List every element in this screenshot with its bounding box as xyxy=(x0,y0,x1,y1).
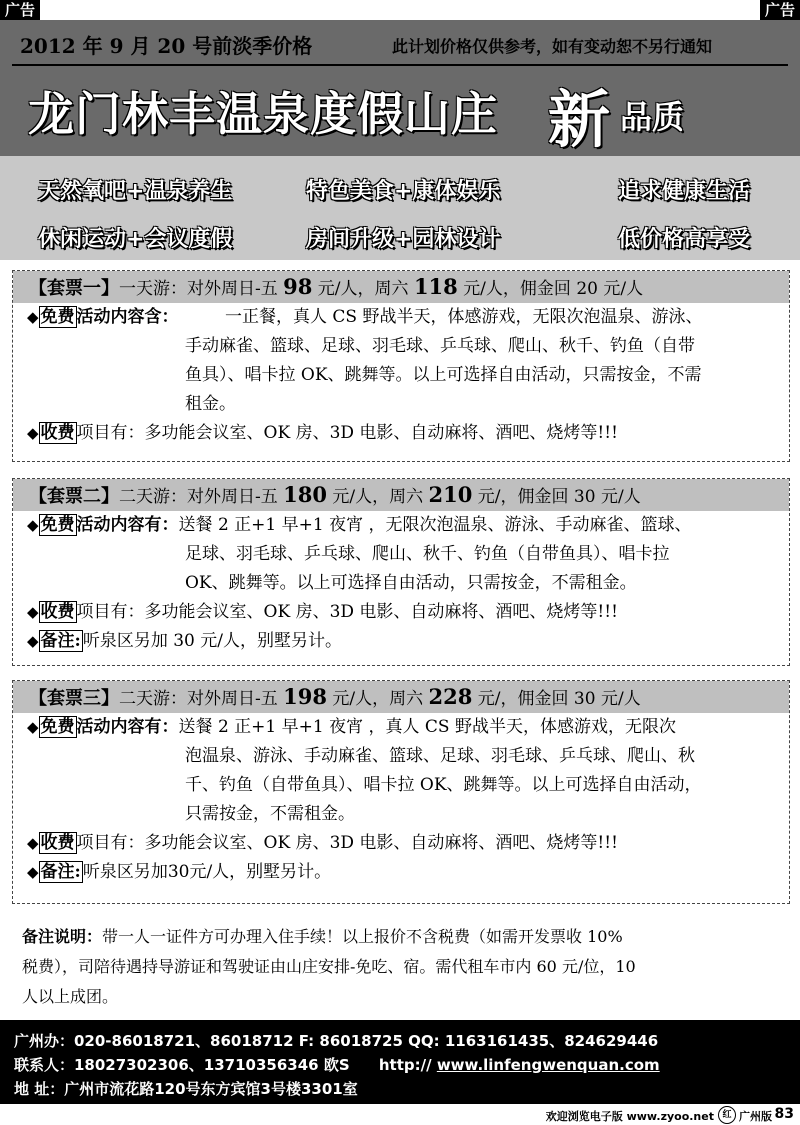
office-contact: 广州办：020-86018721、86018712 F: 86018725 QQ: 1163161435、824629446 xyxy=(14,1032,659,1050)
note-label: 备注: xyxy=(40,862,81,882)
date-title: 2012 年 9 月 20 号前淡季价格 xyxy=(20,34,313,58)
feature-item: 追求健康生活 xyxy=(618,179,751,204)
feature-item: 特色美食+康体娱乐 xyxy=(306,179,501,204)
free-label: 免费 xyxy=(40,515,75,535)
website-link[interactable]: www.linfengwenquan.com xyxy=(436,1056,660,1074)
remarks: 备注说明：带一人一证件方可办理入住手续！以上报价不含税费（如需开发票收 10% 税费），司陪待遇持导游证和驾驶证由山庄安排-免吃、宿。需代租车市内 60 元/位，10 人以上成团。 xyxy=(22,927,636,1006)
paid-label: 收费 xyxy=(40,833,75,853)
quality-label: 品质 xyxy=(620,98,685,136)
page-number: 83 xyxy=(774,1106,794,1122)
saturday-price: 118 xyxy=(413,274,458,299)
contact-person: 联系人：18027302306、13710356346 欧S http:// www.linfengwenquan.com xyxy=(14,1056,660,1074)
package-header: 【套票三】二天游：对外周日-五 198 元/人，周六 228 元/，佣金回 30 元/人 xyxy=(13,681,789,713)
paid-items: ◆ 收费 项目有：多功能会议室、OK 房、3D 电影、自动麻将、酒吧、烧烤等!!! xyxy=(27,602,618,622)
divider xyxy=(12,64,788,66)
free-items-line: 千、钓鱼（自带鱼具）、唱卡拉 OK、跳舞等。以上可选择自由活动， xyxy=(185,775,702,795)
free-items: ◆ 免费 活动内容有：送餐 2 正+1 早+1 夜宵 ，真人 CS 野战半天，体感游戏，无限次 xyxy=(27,717,676,737)
feature-item: 休闲运动+会议度假 xyxy=(38,227,233,252)
diamond-icon: ◆ xyxy=(27,863,39,881)
ad-label-right: 广告 xyxy=(760,0,800,20)
new-label: 新 xyxy=(548,83,611,156)
free-label: 免费 xyxy=(40,717,75,737)
diamond-icon: ◆ xyxy=(27,834,39,852)
free-items-line: 租金。 xyxy=(185,394,236,414)
diamond-icon: ◆ xyxy=(27,603,39,621)
package-one xyxy=(12,270,790,462)
weekday-price: 180 xyxy=(283,482,327,507)
note-items: ◆ 备注: 听泉区另加30元/人，别墅另计。 xyxy=(27,862,332,882)
paid-label: 收费 xyxy=(40,423,75,443)
saturday-price: 228 xyxy=(428,684,473,709)
date-line xyxy=(0,22,800,62)
feature-item: 低价格高享受 xyxy=(618,227,751,252)
paid-items: ◆ 收费 项目有：多功能会议室、OK 房、3D 电影、自动麻将、酒吧、烧烤等!!! xyxy=(27,833,618,853)
feature-band xyxy=(0,156,800,260)
weekday-price: 198 xyxy=(283,684,327,709)
free-items-line: OK、跳舞等。以上可选择自由活动，只需按金，不需租金。 xyxy=(185,573,637,593)
diamond-icon: ◆ xyxy=(27,632,39,650)
saturday-price: 210 xyxy=(428,482,473,507)
feature-item: 房间升级+园林设计 xyxy=(306,227,501,252)
free-items: ◆ 免费 活动内容含： 一正餐，真人 CS 野战半天，体感游戏，无限次泡温泉、游泳、 xyxy=(27,307,703,327)
paid-label: 收费 xyxy=(40,602,75,622)
package-header: 【套票二】二天游：对外周日-五 180 元/人，周六 210 元/，佣金回 30 元/人 xyxy=(13,479,789,511)
magazine-logo-icon: 红 xyxy=(718,1106,736,1124)
note-label: 备注: xyxy=(40,631,81,651)
package-name: 【套票二】 xyxy=(29,486,119,507)
footer-text: 欢迎浏览电子版 www.zyoo.net xyxy=(545,1110,714,1123)
diamond-icon: ◆ xyxy=(27,718,39,736)
free-items-line: 只需按金，不需租金。 xyxy=(185,804,355,824)
package-three xyxy=(12,680,790,904)
resort-name: 龙门林丰温泉度假山庄 xyxy=(28,87,498,141)
free-items-line: 手动麻雀、篮球、足球、羽毛球、乒乓球、爬山、秋千、钓鱼（自带 xyxy=(185,336,695,356)
free-items-line: 泡温泉、游泳、手动麻雀、篮球、足球、羽毛球、乒乓球、爬山、秋 xyxy=(185,746,695,766)
edition-label: 广州版 xyxy=(739,1110,772,1123)
free-items: ◆ 免费 活动内容有：送餐 2 正+1 早+1 夜宵 ，无限次泡温泉、游泳、手动麻雀、篮球、 xyxy=(27,515,692,535)
footer xyxy=(0,1104,800,1125)
package-header: 【套票一】一天游：对外周日-五 98 元/人，周六 118 元/人，佣金回 20 元/人 xyxy=(13,271,789,303)
feature-item: 天然氧吧+温泉养生 xyxy=(38,179,233,204)
free-items-line: 足球、羽毛球、乒乓球、爬山、秋千、钓鱼（自带鱼具）、唱卡拉 xyxy=(185,544,670,564)
free-label: 免费 xyxy=(40,307,75,327)
free-items-line: 鱼具）、唱卡拉 OK、跳舞等。以上可选择自由活动，只需按金，不需 xyxy=(185,365,702,385)
address: 地 址：广州市流花路120号东方宾馆3号楼3301室 xyxy=(14,1080,358,1098)
weekday-price: 98 xyxy=(283,274,313,299)
diamond-icon: ◆ xyxy=(27,424,39,442)
note-items: ◆ 备注: 听泉区另加 30 元/人，别墅另计。 xyxy=(27,631,342,651)
diamond-icon: ◆ xyxy=(27,516,39,534)
diamond-icon: ◆ xyxy=(27,308,39,326)
remarks-label: 备注说明： xyxy=(22,927,103,946)
package-name: 【套票一】 xyxy=(29,278,119,299)
price-notice: 此计划价格仅供参考，如有变动恕不另行通知 xyxy=(392,37,713,56)
contact-block xyxy=(0,1020,800,1104)
ad-label-left: 广告 xyxy=(0,0,40,20)
package-name: 【套票三】 xyxy=(29,688,119,709)
package-two xyxy=(12,478,790,666)
paid-items: ◆ 收费 项目有：多功能会议室、OK 房、3D 电影、自动麻将、酒吧、烧烤等!!! xyxy=(27,423,618,443)
